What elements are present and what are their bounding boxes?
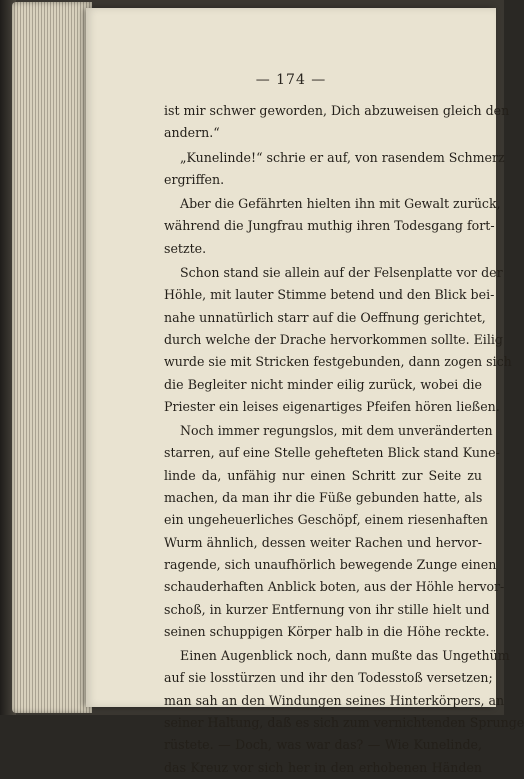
paragraph [164, 100, 510, 145]
text-line: Noch immer regungslos, mit dem unveränderten [180, 423, 493, 439]
text-line: rüstete. — Doch, was war das? — Wie Kunelinde, [164, 737, 482, 753]
paragraph [164, 645, 524, 779]
text-line: „Kunelinde!“ schrie er auf, von rasendem Schmerz [180, 149, 505, 165]
text-line: die Begleiter nicht minder eilig zurück, wobei die [164, 376, 482, 392]
text-line: Aber die Gefährten hielten ihn mit Gewalt zurück, [180, 196, 501, 212]
text-line: linde da, unfähig nur einen Schritt zur Seite zu [164, 467, 482, 483]
text-line: Einen Augenblick noch, dann mußte das Ungethüm [180, 648, 510, 664]
text-line: schoß, in kurzer Entfernung von ihr stille hielt und [164, 601, 490, 617]
text-line: Priester ein leises eigenartiges Pfeifen hören ließen. [164, 398, 500, 414]
text-line: Schon stand sie allein auf der Felsenplatte vor der [180, 265, 503, 281]
text-line: Höhle, mit lauter Stimme betend und den Blick bei- [164, 287, 495, 303]
book-page [86, 8, 524, 775]
paragraph [164, 147, 505, 192]
text-line: ist mir schwer geworden, Dich abzuweisen gleich den [164, 103, 510, 118]
text-line: ergriffen. [164, 171, 225, 187]
text-line: nahe unnatürlich starr auf die Oeffnung gerichtet, [164, 309, 486, 325]
text-line: starren, auf eine Stelle gehefteten Blick stand Kune- [164, 445, 500, 461]
text-line: seiner Haltung, daß es sich zum vernichtenden Sprunge [164, 715, 524, 731]
text-line: setzte. [164, 240, 207, 256]
page-stack-edges [12, 2, 92, 713]
paragraph [164, 193, 501, 260]
text-line: schauderhaften Anblick boten, aus der Höhle hervor- [164, 579, 505, 595]
text-line: Wurm ähnlich, dessen weiter Rachen und hervor- [164, 534, 482, 550]
text-line: machen, da man ihr die Füße gebunden hatte, als [164, 490, 483, 506]
page-text-body [164, 100, 524, 779]
text-line: man sah an den Windungen seines Hinterkörpers, an [164, 692, 505, 708]
text-line: seinen schuppigen Körper halb in die Höhe reckte. [164, 623, 490, 639]
text-line: das Kreuz vor sich her in den erhobenen Händen [164, 759, 482, 775]
text-line: ein ungeheuerliches Geschöpf, einem riesenhaften [164, 512, 489, 528]
text-line: andern.“ [164, 125, 220, 141]
page-number-header: — 174 — [255, 72, 327, 88]
text-line: durch welche der Drache hervorkommen sollte. Eilig [164, 331, 503, 347]
paragraph [164, 262, 512, 418]
text-line: während die Jungfrau muthig ihren Todesgang fort- [164, 218, 495, 234]
text-line: auf sie losstürzen und ihr den Todesstoß versetzen; [164, 670, 493, 686]
paragraph [164, 420, 505, 643]
text-line: wurde sie mit Stricken festgebunden, dann zogen sich [164, 354, 512, 370]
text-line: ragende, sich unaufhörlich bewegende Zunge einen [164, 556, 497, 572]
